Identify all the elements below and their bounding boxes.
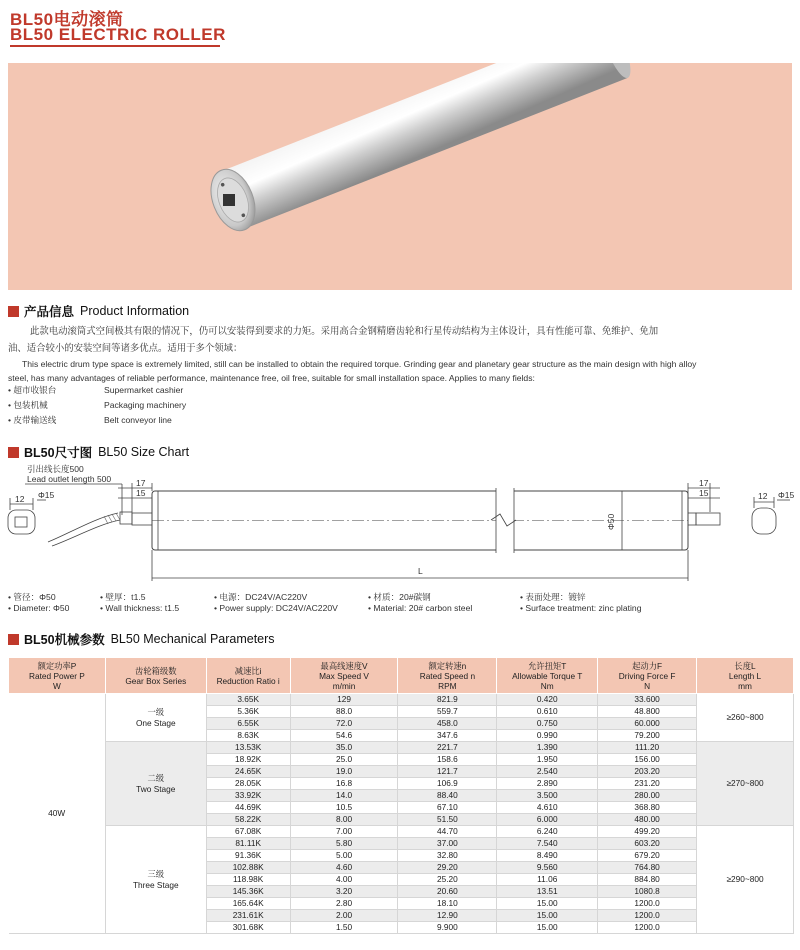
table-cell: 301.68K [206,922,290,934]
length-range-cell: ≥270~800 [697,742,794,826]
dim-17-right: 17 [699,478,709,488]
table-cell: 106.9 [398,778,497,790]
table-cell: 2.00 [290,910,398,922]
table-cell: 347.6 [398,730,497,742]
table-cell: 91.36K [206,850,290,862]
size-chart-drawing [0,458,800,593]
table-cell: 10.5 [290,802,398,814]
dimension-drawing [0,458,800,593]
column-header [105,658,206,694]
lead-length-en: Lead outlet length 500 [27,474,112,484]
field-en: Packaging machinery [104,400,187,410]
table-cell: 3.500 [497,790,598,802]
table-cell: 8.00 [290,814,398,826]
gear-stage-cell [105,694,206,742]
rated-power-cell: 40W [9,694,106,934]
table-cell: 8.490 [497,850,598,862]
column-header-cn: 起动力F [632,660,663,671]
table-cell: 15.00 [497,922,598,934]
product-info-heading-cn: 产品信息 [24,305,75,319]
mechanical-heading [8,630,275,648]
table-cell: 18.92K [206,754,290,766]
table-cell: 480.00 [598,814,697,826]
table-cell: 60.000 [598,718,697,730]
table-cell: 14.0 [290,790,398,802]
table-cell: 12.90 [398,910,497,922]
table-cell: 158.6 [398,754,497,766]
table-cell: 6.000 [497,814,598,826]
spec-wall-cn: • 壁厚：t1.5 [100,592,146,602]
mechanical-heading-cn: BL50机械参数 [24,633,105,647]
table-cell: 0.990 [497,730,598,742]
table-cell: 559.7 [398,706,497,718]
gear-stage-cell [105,826,206,934]
table-cell: 3.20 [290,886,398,898]
table-cell: 54.6 [290,730,398,742]
spec-power-en: • Power supply: DC24V/AC220V [214,603,338,613]
table-cell: 111.20 [598,742,697,754]
table-cell: 1200.0 [598,910,697,922]
table-cell: 15.00 [497,898,598,910]
mechanical-parameters-table [8,657,794,934]
table-cell: 0.420 [497,694,598,706]
table-cell: 33.92K [206,790,290,802]
table-cell: 6.55K [206,718,290,730]
table-cell: 499.20 [598,826,697,838]
column-header-en: Allowable Torque T [512,670,583,681]
size-chart-heading-en: BL50 Size Chart [98,445,190,459]
column-header [9,658,106,694]
dim-15-left: 15 [136,488,146,498]
table-cell: 764.80 [598,862,697,874]
dim-L: L [418,566,423,576]
table-cell: 2.890 [497,778,598,790]
table-cell: 28.05K [206,778,290,790]
table-cell: 118.98K [206,874,290,886]
table-cell: 821.9 [398,694,497,706]
product-info-heading [8,302,189,320]
desc-en-line-1: This electric drum type space is extremely limited, still can be installed to obtain the required torque. Grinding gear and planetary gear structure as the main design with high alloy [22,359,697,369]
table-header-row [9,658,794,694]
length-range-cell: ≥260~800 [697,694,794,742]
table-cell: 37.00 [398,838,497,850]
table-cell: 368.80 [598,802,697,814]
column-header-en: Driving Force F [618,670,676,681]
spec-diameter-cn: • 管径：Φ50 [8,592,56,602]
table-cell: 29.20 [398,862,497,874]
roller-illustration [8,63,792,290]
table-cell: 1080.8 [598,886,697,898]
table-cell: 58.22K [206,814,290,826]
table-cell: 15.00 [497,910,598,922]
table-cell: 35.0 [290,742,398,754]
column-header-cn: 减速比i [234,665,262,676]
page-title-cn: BL50电动滚筒 [10,10,124,29]
column-header-unit: RPM [438,680,457,691]
spec-surface-en: • Surface treatment: zinc plating [520,603,642,613]
table-cell: 2.80 [290,898,398,910]
dim-17-left: 17 [136,478,146,488]
table-cell: 13.53K [206,742,290,754]
column-header-cn: 最高线速度V [320,660,368,671]
gear-stage-cell [105,742,206,826]
table-cell: 231.61K [206,910,290,922]
product-photo [8,63,792,290]
title-underline [10,45,220,47]
table-cell: 203.20 [598,766,697,778]
table-cell: 7.00 [290,826,398,838]
spec-wall-en: • Wall thickness: t1.5 [100,603,180,613]
spec-power-cn: • 电源：DC24V/AC220V [214,592,308,602]
table-cell: 121.7 [398,766,497,778]
field-cn: • 包装机械 [8,400,48,410]
table-row [9,742,794,754]
spec-surface-cn: • 表面处理：镀锌 [520,592,586,602]
length-range-cell: ≥290~800 [697,826,794,934]
table-cell: 3.65K [206,694,290,706]
field-item [8,399,186,411]
table-cell: 4.00 [290,874,398,886]
desc-cn-line-1: 此款电动滚筒式空间极其有限的情况下，仍可以安装得到要求的力矩。采用高合金钢精磨齿轮和行星传动结构为主体设计，具有性能可靠、免维护、免加 [30,325,659,336]
gear-stage-cn: 三级 [147,868,165,879]
table-cell: 1200.0 [598,898,697,910]
desc-cn-line-2: 油、适合较小的安装空间等诸多优点。适用于多个领域： [8,342,243,353]
table-cell: 0.610 [497,706,598,718]
table-cell: 72.0 [290,718,398,730]
spec-diameter-en: • Diameter: Φ50 [8,603,70,613]
desc-en-line-2: steel, has many advantages of reliable performance, maintenance free, oil free, suitable for small installation space. Applies to many fields: [8,373,535,383]
gear-stage-cn: 一级 [147,706,165,717]
column-header [497,658,598,694]
table-cell: 19.0 [290,766,398,778]
table-cell: 5.80 [290,838,398,850]
table-cell: 2.540 [497,766,598,778]
column-header-cn: 长度L [734,660,756,671]
table-cell: 145.36K [206,886,290,898]
column-header-en: Gear Box Series [125,675,187,686]
field-item [8,414,172,426]
table-cell: 221.7 [398,742,497,754]
dim-phi50: Φ50 [606,513,616,530]
column-header-unit: N [644,680,651,691]
table-cell: 67.08K [206,826,290,838]
dim-15-right: 15 [699,488,709,498]
column-header-cn: 额定功率P [37,660,77,671]
column-header-en: Rated Speed n [419,670,476,681]
column-header-en: Max Speed V [319,670,369,681]
table-cell: 20.60 [398,886,497,898]
table-cell: 81.11K [206,838,290,850]
table-cell: 18.10 [398,898,497,910]
table-cell: 6.240 [497,826,598,838]
lead-length-cn: 引出线长度500 [27,464,84,474]
table-row [9,826,794,838]
table-cell: 129 [290,694,398,706]
table-cell: 4.60 [290,862,398,874]
table-cell: 88.40 [398,790,497,802]
table-cell: 1.50 [290,922,398,934]
table-cell: 48.800 [598,706,697,718]
table-cell: 603.20 [598,838,697,850]
column-header [697,658,794,694]
table-cell: 5.00 [290,850,398,862]
table-cell: 679.20 [598,850,697,862]
field-cn: • 超市收银台 [8,385,57,395]
table-cell: 16.8 [290,778,398,790]
section-marker [8,306,19,317]
table-cell: 156.00 [598,754,697,766]
dim-12-left: 12 [15,494,25,504]
spec-material-en: • Material: 20# carbon steel [368,603,473,613]
table-cell: 1.390 [497,742,598,754]
mechanical-heading-en: BL50 Mechanical Parameters [110,632,275,646]
gear-stage-en: Two Stage [136,783,176,794]
table-body [9,694,794,934]
table-cell: 4.610 [497,802,598,814]
dim-12-right: 12 [758,491,768,501]
column-header-cn: 齿轮箱级数 [135,665,177,676]
product-info-heading-en: Product Information [80,304,190,318]
table-cell: 33.600 [598,694,697,706]
column-header-cn: 额定转速n [428,660,467,671]
table-cell: 1200.0 [598,922,697,934]
dim-phi15-left: Φ15 [38,490,55,500]
table-cell: 32.80 [398,850,497,862]
field-cn: • 皮带输送线 [8,415,57,425]
field-en: Supermarket cashier [104,385,184,395]
column-header-en: Rated Power P [29,670,85,681]
page-title-en: BL50 ELECTRIC ROLLER [10,25,226,44]
column-header-unit: Nm [540,680,554,691]
gear-stage-cn: 二级 [147,772,165,783]
column-header [290,658,398,694]
dim-phi15-right: Φ15 [778,490,795,500]
field-item [8,384,183,396]
table-cell: 67.10 [398,802,497,814]
table-cell: 51.50 [398,814,497,826]
table-cell: 44.70 [398,826,497,838]
gear-stage-en: One Stage [135,717,176,728]
column-header-en: Length L [728,670,762,681]
table-cell: 25.0 [290,754,398,766]
table-cell: 5.36K [206,706,290,718]
table-cell: 280.00 [598,790,697,802]
table-cell: 231.20 [598,778,697,790]
size-chart-heading-cn: BL50尺寸图 [24,446,93,460]
table-cell: 1.950 [497,754,598,766]
table-cell: 88.0 [290,706,398,718]
table-cell: 9.560 [497,862,598,874]
column-header-en: Reduction Ratio i [216,675,280,686]
column-header-cn: 允许扭矩T [528,660,567,671]
table-cell: 13.51 [497,886,598,898]
gear-stage-en: Three Stage [132,879,179,890]
section-marker [8,447,19,458]
column-header-unit: W [53,680,61,691]
column-header [206,658,290,694]
column-header-unit: mm [738,680,752,691]
table-cell: 165.64K [206,898,290,910]
column-header [598,658,697,694]
table-cell: 102.88K [206,862,290,874]
column-header-unit: m/min [332,680,356,691]
table-cell: 458.0 [398,718,497,730]
table-cell: 24.65K [206,766,290,778]
table-cell: 8.63K [206,730,290,742]
section-marker [8,634,19,645]
table-cell: 9.900 [398,922,497,934]
table-cell: 884.80 [598,874,697,886]
spec-material-cn: • 材质：20#碳钢 [368,592,431,602]
table-cell: 0.750 [497,718,598,730]
table-row [9,694,794,706]
table-cell: 25.20 [398,874,497,886]
table-cell: 11.06 [497,874,598,886]
column-header [398,658,497,694]
table-cell: 79.200 [598,730,697,742]
table-cell: 44.69K [206,802,290,814]
field-en: Belt conveyor line [104,415,172,425]
table-cell: 7.540 [497,838,598,850]
